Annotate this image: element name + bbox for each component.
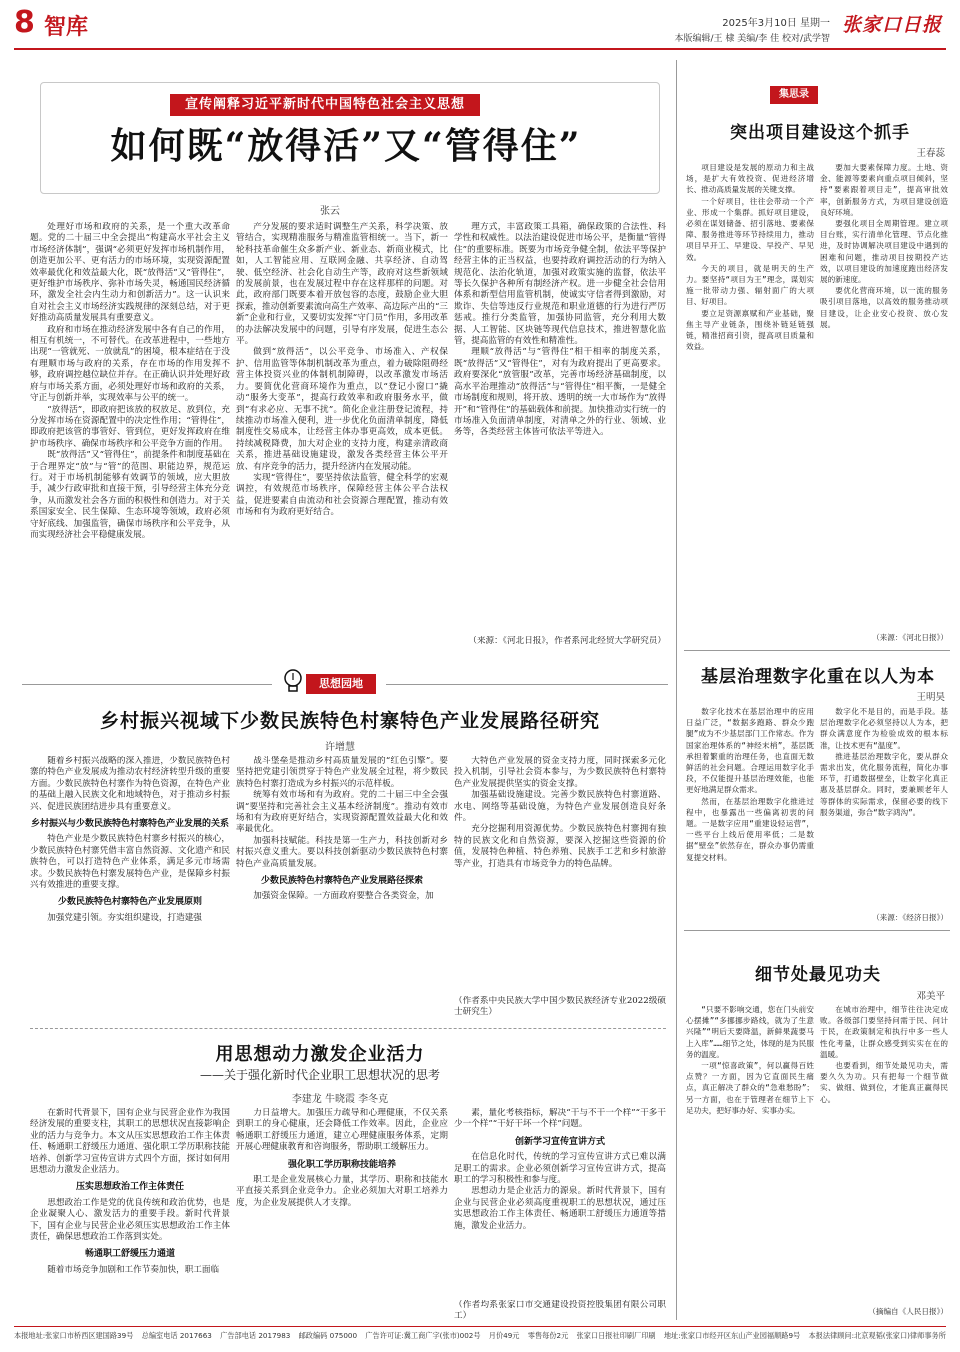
workers-col-1 (30, 1108, 230, 1324)
footer-item: 广告许可证:冀工商广字(张市)002号 (365, 1331, 481, 1340)
workers-subtitle: ——关于强化新时代企业职工思想状况的思考 (200, 1068, 441, 1082)
issue-date: 2025年3月10日 星期一 (722, 18, 830, 29)
section-divider (386, 684, 668, 685)
paragraph: 力日益增大。加强压力疏导和心理健康，不仅关系到职工的身心健康，还会降低工作效率。因此，企业应畅通职工舒缓压力通道，建立心理健康服务体系，定期开展心理健康教育和咨询服务，帮助职工缓解压力。 (236, 1108, 448, 1153)
footer-item: 月价49元 (488, 1331, 520, 1340)
detail-col-2 (820, 1004, 948, 1304)
lead-author: 张云 (320, 206, 340, 217)
paragraph: 也要看到，细节处最见功夫，需要久久为功。只有把每一个细节做实、做细、做到位，才能真正赢得民心。 (820, 1061, 948, 1104)
footer-item: 本报法律顾问:北京观韬(张家口)律师事务所 (808, 1331, 946, 1340)
paragraph: 今天的项目，就是明天的生产力。要坚持“项目为王”理念，谋划实施一批带动力强、辐射面广的大项目、好项目。 (686, 263, 814, 307)
footer-item: 总编室电话 2017663 (141, 1331, 212, 1340)
collect-col-2 (820, 162, 948, 638)
section-divider (30, 1028, 666, 1029)
lightbulb-icon (282, 668, 304, 694)
detail-author: 邓美平 (916, 991, 945, 1002)
paragraph: 实现“管得住”，要坚持依法监管，健全科学的宏观调控，有效规范市场秩序，保障经营主体公平合法权益，促进要素自由流动和社会资源合理配置，推动有效市场和有为政府更好结合。 (236, 472, 448, 518)
paragraph: 政府和市场在推动经济发展中各有自己的作用，相互有机统一，不可替代。在改革进程中，一些地方出现“一管就死、一放就乱”的困境，根本症结在于没有理顺市场与政府的关系，存在市场的作用发挥不够，政府调控越位缺位并存。在正确认识并处理好政府与市场关系方面，必须处理好市场和政府的关系，守正与创新并举，实现效率与公平的统一。 (30, 324, 230, 404)
detail-source: （摘编自《人民日报》） (868, 1307, 948, 1316)
detail-col-1 (686, 1004, 814, 1316)
paragraph: 一项“惊喜政策”，何以赢得百姓点赞？一方面，因为它直面民生痛点，真正解决了群众的“急难愁盼”；另一方面，也在于管理者在细节上下足功夫，把好事办好、实事办实。 (686, 1061, 814, 1115)
workers-source: （作者均系张家口市交通建设投资控股集团有限公司职工） (454, 1300, 666, 1322)
collect-title[interactable]: 突出项目建设这个抓手 (730, 123, 910, 143)
rural-title[interactable]: 乡村振兴视域下少数民族特色村寨特色产业发展路径研究 (99, 710, 600, 732)
lead-col-2 (236, 222, 448, 652)
collect-col-1 (686, 162, 814, 638)
grassroots-source: （来源：《经济日报》） (872, 913, 948, 922)
paragraph: 数字化不是目的，而是手段。基层治理数字化必须坚持以人为本，把群众满意度作为检验成效的根本标准，让技术更有“温度”。 (820, 707, 948, 750)
paragraph: 思想动力是企业活力的源泉。新时代背景下，国有企业与民营企业必须高度重视职工的思想状况，通过压实思想政治工作主体责任、畅通职工舒缓压力通道等措施，激发企业活力。 (454, 1186, 666, 1231)
paragraph: 充分挖掘利用资源优势。少数民族特色村寨拥有独特的民族文化和自然资源，要深入挖掘这些资源的价值，发展特色种植、特色养殖、民族手工艺和乡村旅游等产业，打造具有市场竞争力的特色品牌。 (454, 824, 666, 869)
paragraph: 思想政治工作是党的优良传统和政治优势，也是企业凝聚人心、激发活力的重要手段。新时代背景下，国有企业与民营企业必须压实思想政治工作主体责任，确保思想政治工作落到实处。 (30, 1197, 230, 1243)
rural-author: 许增慧 (325, 742, 355, 753)
masthead-logo: 张家口日报 (841, 14, 942, 36)
paragraph: 要加大要素保障力度。土地、资金、能源等要素向重点项目倾斜，坚持“要素跟着项目走”，提高审批效率，创新服务方式，为项目建设创造良好环境。 (820, 163, 948, 217)
paragraph: 特色产业是少数民族特色村寨乡村振兴的核心，少数民族特色村寨凭借丰富自然资源、文化遗产和民族特色，可以打造特色产业体系，满足多元市场需求。少数民族特色村寨发展特色产业，是保障乡村振兴有效推进的重要支撑。 (30, 834, 230, 891)
workers-col-3 (454, 1108, 666, 1298)
paragraph: 在城市治理中，细节往往决定成败。各级部门要坚持问需于民、问计于民，在政策制定和执行中多一些人性化考量，让群众感受到实实在在的温暖。 (820, 1005, 948, 1059)
footer-rule (14, 1326, 946, 1327)
workers-subhead-3: 强化职工学历职称技能培养 (287, 1159, 396, 1170)
footer-item: 广告部电话 2017983 (220, 1331, 291, 1340)
footer-item: 张家口日报社印刷厂印刷 (576, 1331, 656, 1340)
collect-author: 王春蕊 (916, 148, 945, 159)
footer-item: 零售每份2元 (527, 1331, 569, 1340)
detail-title[interactable]: 细节处最见功夫 (755, 965, 881, 985)
lead-title[interactable]: 如何既“放得活”又“管得住” (110, 125, 582, 167)
rural-col-1 (30, 756, 230, 1020)
paragraph: 产分发展的要求适时调整生产关系，科学决策、放管结合，实现精准服务与精准监管相统一。当下，新一轮科技革命催生众多新产业、新业态、新商业模式，比如，人工智能应用、互联网金融、共享经济、自动驾驶、低空经济、社会化自动生产等，政府对这些新领域的发展前景，也在发展过程中存在这样那样的问题。对此，政府部门既要本着开放包容的态度，鼓励企业大胆探索，推动创新要素流向高生产效率、高边际产出的“三新”企业和行业，又要切实发挥“守门员”作用，多用改革的办法解决发展中的问题，引导有序发展，促进生态公平。 (236, 222, 448, 347)
paragraph: 处理好市场和政府的关系，是一个重大改革命题。党的二十届三中全会提出“构建高水平社会主义市场经济体制”，强调“必须更好发挥市场机制作用，创造更加公平、更有活力的市场环境，实现资源配置效率最优化和效益最大化，既“放得活”又“管得住”，更好维护市场秩序、弥补市场失灵，畅通国民经济循环，激发全社会内生动力和创新活力”。这一认识来自对社会主义市场经济实践规律的深刻总结，对于更好推动高质量发展具有重要意义。 (30, 222, 230, 324)
paragraph: 加强科技赋能。科技是第一生产力，科技创新对乡村振兴意义重大。要以科技创新驱动少数民族特色村寨特色产业高质量发展。 (236, 835, 448, 869)
paragraph: 理顺“放得活”与“管得住”相干相率的制度关系，既“放得活”又“管得住”，对有为政府提出了更高要求。政府要深化“放管服”改革，完善市场经济基础制度，以高水平治理推动“放得活”与“管得住”相平衡，一是健全市场制度和规则，将开放、透明的统一大市场作为“放得开”和“管得住”的基础载体和前提。加快推动实行统一的市场准入负面清单制度，对清单之外的行业、领域、业务等，各类经营主体皆可依法平等进入。 (454, 347, 666, 438)
footer-item: 邮政编码 075000 (298, 1331, 358, 1340)
rural-source: （作者系中央民族大学中国少数民族经济专业2022级硕士研究生） (454, 996, 666, 1018)
paragraph: 战斗堡垒是推动乡村高质量发展的“红色引擎”。要坚持把党建引领贯穿于特色产业发展全过程，将少数民族特色村寨打造成为乡村振兴的示范样板。 (236, 756, 448, 789)
section-name: 智库 (44, 15, 89, 40)
paragraph: 理方式，丰富政策工具箱，确保政策的合法性、科学性和权威性。以法治建设促进市场公平，是衡量“管得住”的重要标准。既要为市场竞争健全制，依法平等保护经营主体的正当权益，也要持政府调控活动的行为纳入规范化、法治化轨道，加强对政策实施的监督，依法平等长久保护各种所有制经济产权。进一步健全社会信用体系和新型信用监管机制，使诚实守信者得到激励，对欺诈、失信等违反行业规范和职业道德的行为进行严厉惩戒。推行分类监管，加强协同监管，充分利用大数据、人工智能、区块链等现代信息技术，推进智慧化监管，提高监管的有效性和精准性。 (454, 222, 666, 347)
section-divider (684, 930, 950, 931)
paragraph: 随着市场竞争加剧和工作节奏加快，职工面临 (47, 1264, 220, 1275)
footer (14, 1331, 946, 1341)
paragraph: 统筹有效市场和有为政府。党的二十届三中全会强调“要坚持和完善社会主义基本经济制度”。推动有效市场和有为政府更好结合，实现资源配置效益最大化和效率最优化。 (236, 790, 448, 835)
rural-subhead-2: 少数民族特色村寨特色产业发展原则 (57, 897, 202, 908)
workers-col-2 (236, 1108, 448, 1324)
paragraph: 大特色产业发展的资金支持力度，同时探索多元化投入机制，引导社会资本参与，为少数民族特色村寨特色产业发展提供坚实的资金支撑。 (454, 756, 666, 789)
paragraph: 推进基层治理数字化，要从群众需求出发，优化服务流程，简化办事环节，打通数据壁垒，让数字化真正惠及基层群众。同时，要兼顾老年人等群体的实际需求，保留必要的线下服务渠道，弥合“数字鸿沟”。 (820, 751, 948, 817)
page-number: 8 (14, 5, 35, 40)
grassroots-col-2 (820, 706, 948, 910)
paragraph: 加强资金保障。一方面政府要整合各类资金，加 (253, 891, 434, 902)
collect-source: （来源：《河北日报》） (872, 633, 948, 642)
paragraph: 素，量化考核指标，解决“干与不干一个样”“干多干少一个样”“干好干坏一个样”问题。 (454, 1108, 666, 1130)
workers-authors: 李建龙 牛晓霞 李冬克 (291, 1094, 389, 1105)
lead-col-3 (454, 222, 666, 632)
workers-subhead-2: 畅通职工舒缓压力通道 (84, 1249, 175, 1260)
paragraph: 项目建设是发展的原动力和主战场，是扩大有效投资、促进经济增长、推动高质量发展的关键支撑。 (686, 163, 814, 195)
paragraph: 要优化营商环境，以一流的服务吸引项目落地，以高效的服务推动项目建设，让企业安心投资、放心发展。 (820, 286, 948, 329)
editors-line: 本版编辑/王 棣 美编/李 佳 校对/武学智 (674, 34, 830, 44)
paragraph: 随着乡村振兴战略的深入推进，少数民族特色村寨的特色产业发展成为推动农村经济转型升级的重要方面。少数民族特色村寨作为特色资源，在特色产业的基础上融入民族文化和地域特色，对于推动乡村振兴、促进民族团结进步具有重要意义。 (30, 756, 230, 812)
header-rule (14, 48, 946, 50)
paragraph: 在新时代背景下，国有企业与民营企业作为我国经济发展的重要支柱，其职工的思想状况直接影响企业的活力与竞争力。本文从压实思想政治工作主体责任、畅通职工舒缓压力通道、强化职工学历职称技能培养、创新学习宣传宣讲方式四个方面，探讨如何用思想动力激发企业活力。 (30, 1108, 230, 1176)
column-divider (676, 60, 677, 1320)
paragraph: 数字化技术在基层治理中的应用日益广泛，“数据多跑路、群众少跑腿”成为不少基层部门工作常态。作为国家治理体系的“神经末梢”，基层既承担着繁重的治理任务，也直面无数鲜活的社会问题。合理运用数字化手段，不仅能提升基层治理效能，也能更好地满足群众需求。 (686, 707, 814, 795)
paragraph: “只要不影响交通，您在门头前安心摆摊”“多挪挪步路线，就为了生意兴隆”“明后天要降温，新鲜果蔬要马上入库”……细节之处，体现的是为民服务的温度。 (686, 1005, 814, 1059)
paragraph: 在信息化时代，传统的学习宣传宣讲方式已难以满足职工的需求。企业必须创新学习宣传宣讲方式，提高职工的学习积极性和参与度。 (454, 1152, 666, 1186)
section-divider (22, 684, 272, 685)
footer-item: 地址:张家口市经开区东山产业园福顺路9号 (663, 1331, 801, 1340)
garden-tag: 思想园地 (306, 674, 376, 694)
paragraph: 职工是企业发展核心力量，其学历、职称和技能水平直接关系到企业竞争力。企业必须加大对职工培养力度，为企业发展提供人才支撑。 (236, 1175, 448, 1208)
rural-col-3 (454, 756, 666, 992)
rural-subhead-3: 少数民族特色村寨特色产业发展路径探索 (260, 876, 423, 887)
paragraph: “放得活”，即政府把该放的权放足、放到位，充分发挥市场在资源配置中的决定性作用；“管得住”，即政府把该管的事管好、管到位，更好发挥政府在维护市场秩序、确保市场秩序和公平竞争方面的作用。 (30, 404, 230, 449)
workers-subhead-4: 创新学习宣传宣讲方式 (514, 1136, 605, 1147)
rural-col-2 (236, 756, 448, 1020)
lead-source: （来源：《河北日报》，作者系河北经贸大学研究员） (468, 636, 666, 646)
paragraph: 加强基础设施建设。完善少数民族特色村寨道路、水电、网络等基础设施，为特色产业发展创造良好条件。 (454, 790, 666, 824)
paragraph: 要立足资源禀赋和产业基础，聚焦主导产业链条，围绕补链延链强链，精准招商引资，提高项目质量和效益。 (686, 308, 814, 352)
paragraph: 加强党建引领。夯实组织建设，打造建强 (47, 912, 202, 923)
lead-col-1 (30, 222, 230, 652)
workers-title[interactable]: 用思想动力激发企业活力 (215, 1044, 425, 1065)
paragraph: 然而，在基层治理数字化推进过程中，也暴露出一些偏离初衷的问题。一是数字应用“重建设轻运营”，一些平台上线后使用率低；二是数据“壁垒”依然存在，群众办事仍需重复提交材料。 (686, 796, 814, 862)
collect-tag: 集思录 (770, 86, 818, 104)
rural-subhead-1: 乡村振兴与少数民族特色村寨特色产业发展的关系 (30, 819, 229, 830)
paragraph: 既“放得活”又“管得住”，前提条件和制度基础在于合理界定“放”与“管”的范围、职能边界，规范运行。对于市场机制能够有效调节的领域，应大胆放手，减少行政审批和直接干预，引导经营主体充分竞争，从而激发社会各方面的积极性和创造力。对于关系国家安全、民生保障、生态环境等领域，政府必须守好底线、加强监管，确保市场秩序和公平竞争，从而实现经济社会平稳健康发展。 (30, 450, 230, 540)
paragraph: 做到“放得活”，以公平竞争、市场准入、产权保护、信用监管等体制机制改革为重点，着力破除阻碍经营主体投资兴业的体制机制障碍，以改革激发市场活力。要简优化营商环境作为重点，以“登记小窗口”撬动“服务大变革”，提高行政效率和政府服务水平，做到“有求必应、无事不扰”。简化企业注册登记流程，持续推动市场准入便利，进一步优化负面清单制度，降低制度性交易成本，让经营主体办事更高效，成本更低。持续减税降费，加大对企业的支持力度，构建亲清政商关系，推进基础设施建设，激发各类经营主体公平开放、有序竞争的活力，提升经济内在发展动能。 (236, 347, 448, 472)
paragraph: 要强化项目全周期管理。建立项目台账，实行清单化管理、节点化推进，及时协调解决项目建设中遇到的困难和问题，推动项目按期投产达效，以项目建设的加速度跑出经济发展的新速度。 (820, 219, 948, 285)
workers-subhead-1: 压实思想政治工作主体责任 (75, 1182, 184, 1193)
paragraph: 一个好项目，往往会带动一个产业、形成一个集群。抓好项目建设，必须在谋划储备、招引落地、要素保障、服务推进等环节持续用力，推动项目早开工、早建设、早投产、早见效。 (686, 196, 814, 262)
grassroots-author: 王明昊 (916, 692, 945, 703)
grassroots-col-1 (686, 706, 814, 914)
footer-item: 本报地址:张家口市桥西区建国路39号 (14, 1331, 134, 1340)
grassroots-title[interactable]: 基层治理数字化重在以人为本 (701, 667, 935, 687)
lead-banner: 宣传阐释习近平新时代中国特色社会主义思想 (170, 94, 480, 116)
section-divider (684, 650, 950, 651)
